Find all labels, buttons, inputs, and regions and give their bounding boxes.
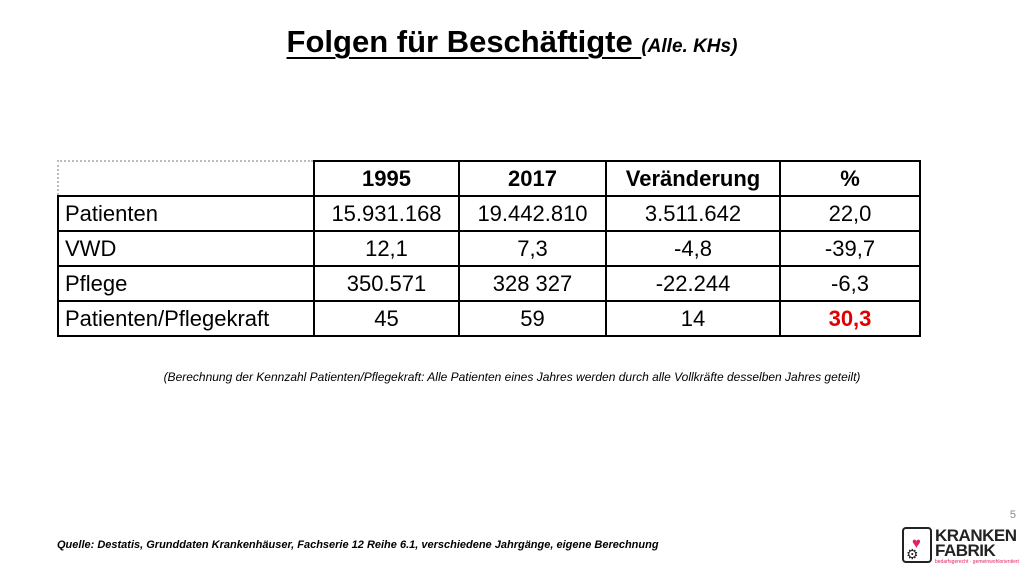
header-corner (58, 161, 314, 196)
highlight-cell: 30,3 (780, 301, 920, 336)
row-label: VWD (58, 231, 314, 266)
row-label: Pflege (58, 266, 314, 301)
table-cell: -39,7 (780, 231, 920, 266)
table-cell: 45 (314, 301, 459, 336)
table-cell: 19.442.810 (459, 196, 606, 231)
header-percent: % (780, 161, 920, 196)
table-cell: 328 327 (459, 266, 606, 301)
table-cell: -6,3 (780, 266, 920, 301)
table-cell: 12,1 (314, 231, 459, 266)
table-cell: 59 (459, 301, 606, 336)
header-1995: 1995 (314, 161, 459, 196)
table-cell: 14 (606, 301, 780, 336)
row-label: Patienten/Pflegekraft (58, 301, 314, 336)
logo-tagline: bedarfsgerecht · gemeinwohlorientiert (935, 559, 1019, 565)
table-header-row (58, 161, 920, 196)
title-main: Folgen für Beschäftigte (286, 24, 642, 59)
source-citation: Quelle: Destatis, Grunddaten Krankenhäuser, Fachserie 12 Reihe 6.1, verschiedene Jahrgänge, eigene Berechnung (57, 539, 659, 551)
title-subtitle: (Alle. KHs) (641, 36, 738, 57)
row-label: Patienten (58, 196, 314, 231)
table-cell: 15.931.168 (314, 196, 459, 231)
slide-title (0, 24, 1024, 60)
krankenfabrik-logo (902, 526, 1019, 567)
header-2017: 2017 (459, 161, 606, 196)
page-number: 5 (1009, 509, 1016, 521)
table-row (58, 196, 920, 231)
table-row (58, 301, 920, 336)
table-row (58, 266, 920, 301)
gear-icon: ⚙ (906, 546, 919, 562)
table-cell: 7,3 (459, 231, 606, 266)
logo-line1: KRANKEN (935, 526, 1017, 545)
logo-line2: FABRIK (935, 541, 996, 560)
table-cell: 350.571 (314, 266, 459, 301)
table-cell: 3.511.642 (606, 196, 780, 231)
table-cell: 22,0 (780, 196, 920, 231)
table-cell: -22.244 (606, 266, 780, 301)
table-cell: -4,8 (606, 231, 780, 266)
heart-icon: ♥ (912, 535, 921, 552)
calculation-note: (Berechnung der Kennzahl Patienten/Pflegekraft: Alle Patienten eines Jahres werden durch alle Vollkräfte desselben Jahres geteilt) (163, 370, 861, 384)
header-veraenderung: Veränderung (606, 161, 780, 196)
logo-emblem (902, 527, 932, 563)
table-row (58, 231, 920, 266)
data-table (57, 160, 921, 337)
